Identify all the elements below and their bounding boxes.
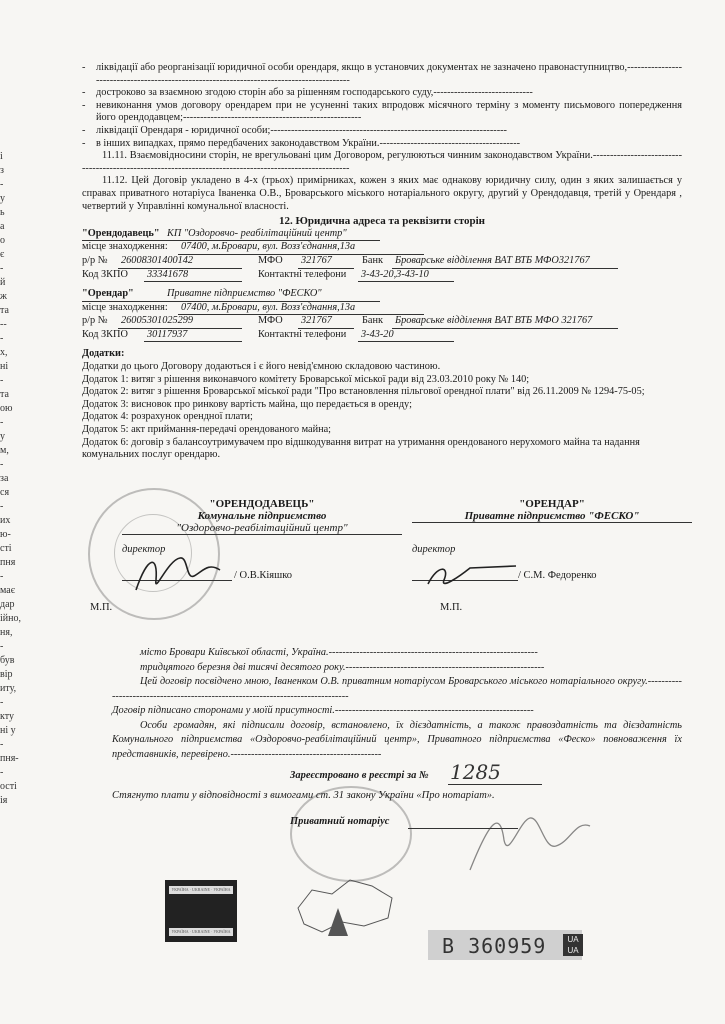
left-margin-fragments (0, 150, 22, 808)
blank-strip-bottom: УКРАЇНА · UKRAINE · УКРАЇНА (169, 928, 233, 936)
margin-fragment: м, (0, 445, 9, 456)
landlord-signature-block (122, 498, 402, 535)
annexes-title: Додатки: (82, 348, 125, 360)
margin-fragment: иту, (0, 683, 17, 694)
margin-fragment: -- (0, 319, 7, 330)
margin-fragment: ні у (0, 725, 16, 736)
margin-fragment: з (0, 165, 4, 176)
tenant-mfo-label: МФО (258, 315, 283, 327)
annexes-list (82, 361, 682, 462)
margin-fragment: кту (0, 711, 14, 722)
margin-fragment: і (0, 151, 3, 162)
landlord-bank: Броварське відділення ВАТ ВТБ МФО321767 (392, 255, 618, 269)
notary-certification (112, 646, 682, 762)
margin-fragment: - (0, 375, 4, 386)
clause-11-11: 11.11. Взаємовідносини сторін, не врегульовані цим Договором, регулюються чинним законодавством України.-------------------------------------------------------------------------------------------------------- (82, 150, 682, 174)
tenant-code-label: Код ЗКПО (82, 328, 128, 340)
notarial-blank-emblem (165, 880, 237, 942)
bullet-text: невиконання умов договору орендарем при не усуненні таких впродовж місячного терміну з моменту письмового попередження його орендодавцем;---------------------------------------------------- (96, 99, 682, 124)
landlord-phone-label: Контактні телефони (258, 268, 347, 280)
tenant-location-label: місце знаходження: (82, 301, 168, 313)
margin-fragment: - (0, 501, 4, 512)
landlord-name: КП "Оздоровчо- реабілітаційний центр" (164, 228, 380, 242)
notary-p2: Договір підписано сторонами у моїй присутності.---------------------------------------------------------- (112, 705, 534, 716)
landlord-mfo-label: МФО (258, 254, 283, 266)
bullet-dash: - (82, 87, 86, 99)
landlord-signer: / О.В.Кіяшко (234, 570, 293, 581)
tenant-details (82, 288, 682, 342)
annex-item: Додаток 5: акт приймання-передачі орендованого майна; (82, 424, 332, 436)
tenant-bank-label: Банк (362, 315, 383, 327)
ua-badge: UA UA (563, 934, 583, 956)
margin-fragment: сті (0, 543, 12, 554)
tenant-mfo: 321767 (298, 315, 354, 329)
margin-fragment: ія (0, 795, 8, 806)
tenant-code: 30117937 (144, 329, 242, 343)
termination-bullet (82, 87, 682, 100)
margin-fragment: - (0, 459, 4, 470)
landlord-mfo: 321767 (298, 255, 354, 269)
termination-bullet (82, 100, 682, 125)
margin-fragment: ся (0, 487, 10, 498)
registry-label: Зареєстровано в реєстрі за № (290, 770, 429, 781)
annex-item: Додаток 3: висновок про ринкову вартість майна, що передається в оренду; (82, 398, 412, 410)
termination-bullet (82, 62, 682, 87)
margin-fragment: а (0, 221, 5, 232)
margin-fragment: - (0, 179, 4, 190)
margin-fragment: ійно, (0, 613, 21, 624)
landlord-code: 33341678 (144, 269, 242, 283)
landlord-location-label: місце знаходження: (82, 241, 168, 253)
landlord-handwritten-signature (128, 550, 238, 600)
annex-item: Додаток 2: витяг з рішення Броварської міської ради "Про встановлення пільгової орендної плати" від 26.11.2009 № 1294-75-05; (82, 386, 645, 398)
section-title: 12. Юридична адреса та реквізити сторін (278, 215, 486, 228)
margin-fragment: ою (0, 403, 13, 414)
bullet-dash: - (82, 137, 86, 149)
tenant-signature-block (412, 498, 692, 523)
margin-fragment: за (0, 473, 9, 484)
margin-fragment: ж (0, 291, 7, 302)
termination-bullet (82, 138, 682, 151)
tenant-director-label: директор (412, 544, 456, 555)
tenant-bank: Броварське відділення ВАТ ВТБ МФО 321767 (392, 315, 618, 329)
landlord-label: "Орендодавець" (82, 228, 164, 242)
notary-date: тридцятого березня дві тисячі десятого року.---------------------------------------------------------- (140, 661, 545, 673)
margin-fragment: та (0, 305, 9, 316)
margin-fragment: вір (0, 669, 13, 680)
margin-fragment: й (0, 277, 6, 288)
landlord-details (82, 228, 682, 282)
margin-fragment: - (0, 641, 4, 652)
margin-fragment: має (0, 585, 15, 596)
bullet-text: достроково за взаємною згодою сторін або за рішенням господарського суду,----------------------------- (96, 87, 533, 99)
ukraine-map-emblem (292, 868, 402, 940)
bullet-text: ліквідації Орендаря - юридичної особи;--------------------------------------------------------------------- (96, 124, 507, 136)
margin-fragment: був (0, 655, 15, 666)
margin-fragment: ь (0, 207, 5, 218)
notary-p3: Особи громадян, які підписали договір, встановлено, їх дієздатність, а також правоздатність та дієздатність Комунального підприємства «Оздоровчо-реабілітаційний центр», Приватного підприємства «Феско» повноваження їх представників, перевірено.-------------------------------------------- (112, 719, 682, 760)
margin-fragment: - (0, 333, 4, 344)
tenant-label: "Орендар" (82, 288, 164, 302)
notary-city: місто Бровари Київської області, Україна.------------------------------------------------------------- (140, 647, 538, 658)
tenant-sig-title: "ОРЕНДАР" (519, 498, 585, 510)
notary-p1: Цей договір посвідчено мною, Іваненком О.В. приватним нотаріусом Броварського міського нотаріального округу.------------------------------------------------------------------------------- (112, 676, 682, 702)
tenant-phone: 3-43-20 (358, 329, 454, 343)
landlord-mp: М.П. (90, 602, 113, 613)
margin-fragment: х, (0, 347, 8, 358)
termination-bullet (82, 125, 682, 138)
tenant-account-label: р/р № (82, 315, 108, 327)
landlord-sig-name: "Оздоровчо-реабілітаційний центр" (122, 522, 402, 535)
clause-11-12: 11.12. Цей Договір укладено в 4-х (трьох) примірниках, кожен з яких має однакову юридичну силу, один з яких залишається у справах приватного нотаріуса Іваненка О.В., Броварського міського нотаріального округу, другий у Орендодавця, третій у Орендаря , четвертий у Управлінні комунальної власності. (82, 175, 682, 212)
margin-fragment: их (0, 515, 11, 526)
contract-text (82, 62, 682, 462)
margin-fragment: є (0, 249, 5, 260)
margin-fragment: та (0, 389, 9, 400)
margin-fragment: о (0, 235, 5, 246)
landlord-account: 26008301400142 (118, 255, 242, 269)
blank-strip-top: УКРАЇНА · UKRAINE · УКРАЇНА (169, 886, 233, 894)
margin-fragment: пня- (0, 753, 19, 764)
margin-fragment: ня, (0, 627, 13, 638)
registry-number-line (448, 784, 542, 785)
margin-fragment: ю- (0, 529, 11, 540)
landlord-code-label: Код ЗКПО (82, 268, 128, 280)
landlord-phone: 3-43-20,3-43-10 (358, 269, 454, 283)
fee-note: Стягнуто плати у відповідності з вимогами ст. 31 закону України «Про нотаріат». (112, 790, 495, 801)
margin-fragment: пня (0, 557, 16, 568)
landlord-bank-label: Банк (362, 254, 383, 266)
tenant-name: Приватне підприємство "ФЕСКО" (164, 288, 380, 302)
tenant-account: 26005301025299 (118, 315, 242, 329)
margin-fragment: ні (0, 361, 9, 372)
annex-item: Додатки до цього Договору додаються і є його невід'ємною складовою частиною. (82, 361, 441, 373)
bullet-dash: - (82, 62, 86, 73)
annex-item: Додаток 1: витяг з рішення виконавчого комітету Броварської міської ради від 23.03.2010 року № 140; (82, 373, 530, 385)
tenant-mp: М.П. (440, 602, 463, 613)
margin-fragment: - (0, 263, 4, 274)
margin-fragment: - (0, 417, 4, 428)
bullet-text: в інших випадках, прямо передбачених законодавством України.----------------------------------------- (96, 137, 521, 149)
tenant-location: 07400, м.Бровари, вул. Возз'єднання,13а (178, 302, 424, 316)
landlord-director-label: директор (122, 544, 166, 555)
tenant-handwritten-signature (420, 556, 530, 596)
margin-fragment: у (0, 193, 5, 204)
tenant-signer: / С.М. Федоренко (518, 570, 597, 581)
margin-fragment: у (0, 431, 5, 442)
bullet-dash: - (82, 124, 86, 136)
registry-number: 1285 (450, 760, 501, 784)
annex-item: Додаток 6: договір з балансоутримувачем про відшкодування витрат на утримання орендованого нерухомого майна та надання комунальних послуг орендарю. (82, 436, 640, 461)
blank-serial-number: В 360959 (442, 934, 547, 958)
landlord-sig-title: "ОРЕНДОДАВЕЦЬ" (209, 498, 315, 510)
termination-bullets (82, 62, 682, 150)
landlord-sig-org: Комунальне підприємство (197, 510, 327, 522)
margin-fragment: - (0, 767, 4, 778)
landlord-account-label: р/р № (82, 254, 108, 266)
bullet-text: ліквідації або реорганізації юридичної особи орендаря, якщо в установчих документах не зазначено правонаступництво,------------------------------------------------------------------------------------------ (96, 62, 682, 86)
margin-fragment: - (0, 571, 4, 582)
annex-item: Додаток 4: розрахунок орендної плати; (82, 411, 253, 423)
notary-label: Приватний нотаріус (290, 816, 390, 827)
margin-fragment: дар (0, 599, 15, 610)
margin-fragment: ості (0, 781, 17, 792)
tenant-sig-org: Приватне підприємство "ФЕСКО" (412, 510, 692, 523)
bullet-dash: - (82, 99, 86, 111)
landlord-location: 07400, м.Бровари, вул. Возз'єднання,13а (178, 241, 424, 255)
margin-fragment: - (0, 739, 4, 750)
notary-handwritten-signature (460, 800, 600, 880)
margin-fragment: - (0, 697, 4, 708)
tenant-phone-label: Контактні телефони (258, 328, 347, 340)
